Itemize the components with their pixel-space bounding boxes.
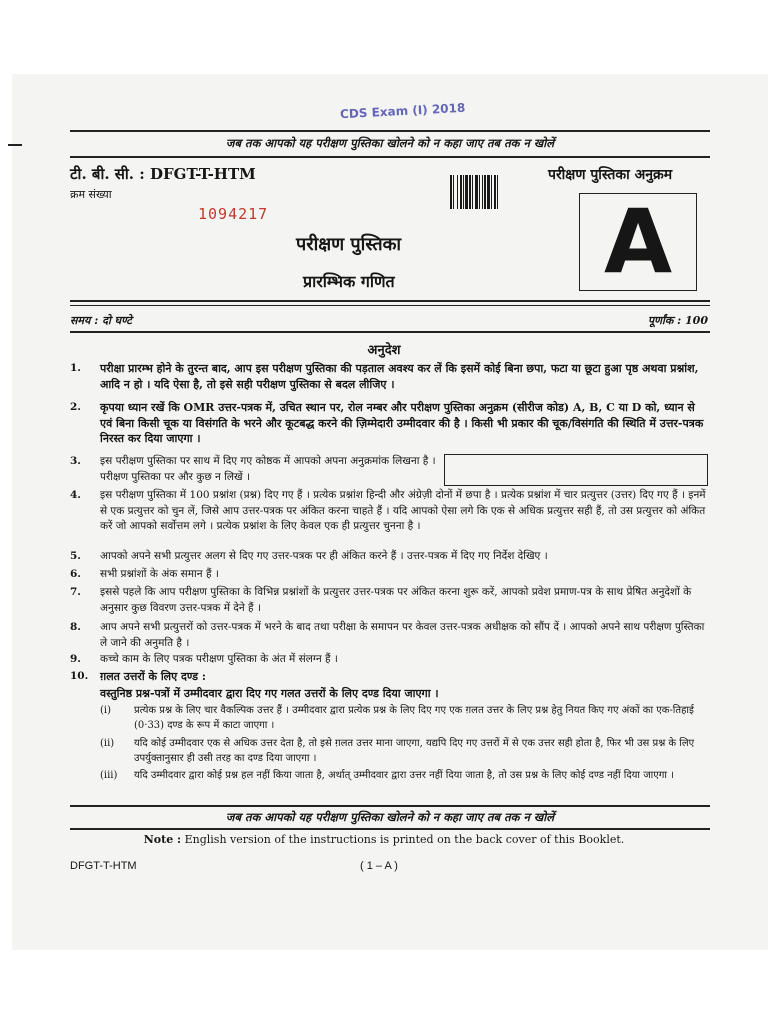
instruction-item bbox=[70, 400, 710, 447]
instruction-number: 2. bbox=[70, 401, 81, 413]
instruction-text: आप अपने सभी प्रत्युत्तरों को उत्तर-पत्रक में भरने के बाद तथा परीक्षा के समापन पर केवल उत्तर-पत्रक अधीक्षक को सौंप दें । आपको अपने साथ परीक्षण पुस्तिका ले जाने की अनुमति है । bbox=[100, 621, 705, 649]
banner-rule bbox=[70, 156, 710, 158]
note-text: English version of the instructions is printed on the back cover of this Booklet. bbox=[184, 833, 625, 846]
maximum-marks: पूर्णांक : 100 bbox=[647, 314, 708, 327]
english-note bbox=[0, 833, 768, 846]
bottom-rule-2 bbox=[70, 828, 710, 830]
sequence-number-label: क्रम संख्या bbox=[70, 188, 112, 201]
exam-stamp: CDS Exam (I) 2018 bbox=[339, 100, 466, 122]
instruction-text: कच्चे काम के लिए पत्रक परीक्षण पुस्तिका के अंत में संलग्न हैं । bbox=[100, 653, 338, 665]
instruction-text: आपको अपने सभी प्रत्युत्तर अलग से दिए गए उत्तर-पत्रक पर ही अंकित करने हैं । उत्तर-पत्रक में दिए गए निर्देश देखिए । bbox=[100, 550, 548, 562]
penalty-number: (iii) bbox=[100, 770, 118, 781]
instruction-number: 7. bbox=[70, 586, 81, 598]
instruction-item bbox=[70, 620, 710, 651]
penalty-text: प्रत्येक प्रश्न के लिए चार वैकल्पिक उत्तर हैं । उम्मीदवार द्वारा प्रत्येक प्रश्न के लिए दिए गए एक ग़लत उत्तर के लिए प्रश्न हेतु नियत किए गए अंकों का एक-तिहाई (0·33) दण्ड के रूप में काटा जाएगा । bbox=[134, 705, 694, 731]
header-rule-1 bbox=[70, 300, 710, 302]
series-label: परीक्षण पुस्तिका अनुक्रम bbox=[548, 167, 673, 183]
penalty-item bbox=[100, 704, 710, 733]
instruction-number: 10. bbox=[70, 670, 89, 682]
instruction-text: इससे पहले कि आप परीक्षण पुस्तिका के विभिन्न प्रश्नांशों के प्रत्युत्तर उत्तर-पत्रक पर अंकित करना शुरू करें, आपको प्रवेश प्रमाण-पत्र के साथ प्रेषित अनुदेशों के अनुसार कुछ विवरण उत्तर-पत्रक में देने हैं । bbox=[100, 586, 692, 614]
footer-code: DFGT-T-HTM bbox=[70, 860, 137, 872]
penalty-text: यदि कोई उम्मीदवार एक से अधिक उत्तर देता है, तो इसे ग़लत उत्तर माना जाएगा, यद्यपि दिए गए उत्तरों में से एक उत्तर सही होता है, फिर भी उस प्रश्न के लिए उपर्युक्तानुसार ही उसी तरह का दण्ड दिया जाएगा । bbox=[134, 738, 695, 764]
do-not-open-banner-top: जब तक आपको यह परीक्षण पुस्तिका खोलने को न कहा जाए तब तक न खोलें bbox=[225, 136, 555, 150]
instruction-number: 4. bbox=[70, 489, 81, 501]
instruction-text: सभी प्रश्नांशों के अंक समान हैं । bbox=[100, 568, 219, 580]
penalty-item bbox=[100, 737, 710, 766]
top-rule bbox=[70, 130, 710, 132]
instruction-item bbox=[70, 549, 710, 565]
series-letter: A bbox=[603, 190, 673, 293]
instruction-item bbox=[70, 652, 710, 668]
series-letter-box bbox=[579, 190, 697, 293]
roll-number-box[interactable] bbox=[444, 454, 708, 486]
instruction-text: इस परीक्षण पुस्तिका पर साथ में दिए गए कोष्ठक में आपको अपना अनुक्रमांक लिखना है । परीक्षण पुस्तिका पर और कुछ न लिखें । bbox=[100, 455, 436, 483]
instruction-item bbox=[70, 567, 710, 583]
instruction-text: परीक्षा प्रारम्भ होने के तुरन्त बाद, आप इस परीक्षण पुस्तिका की पड़ताल अवश्य कर लें कि इसमें कोई बिना छपा, फटा या छूटा हुआ पृष्ठ अथवा प्रश्नांश, आदि न हो । यदि ऐसा है, तो इसे सही परीक्षण पुस्तिका से बदल लीजिए । bbox=[100, 362, 699, 391]
time-allowed: समय : दो घण्टे bbox=[70, 314, 132, 327]
instruction-number: 1. bbox=[70, 362, 81, 374]
do-not-open-banner-bottom: जब तक आपको यह परीक्षण पुस्तिका खोलने को न कहा जाए तब तक न खोलें bbox=[225, 810, 555, 824]
tbc-code: टी. बी. सी. : DFGT-T-HTM bbox=[70, 165, 256, 183]
penalty-heading-text: वस्तुनिष्ठ प्रश्न-पत्रों में उम्मीदवार द्वारा दिए गए गलत उत्तरों के लिए दण्ड दिया जाएगा । bbox=[100, 687, 439, 700]
penalty-item bbox=[100, 769, 710, 784]
instruction-number: 9. bbox=[70, 653, 81, 665]
scan-edge-mark bbox=[8, 144, 22, 146]
subject-title: प्रारम्भिक गणित bbox=[303, 272, 395, 291]
instruction-item bbox=[70, 669, 710, 685]
penalty-number: (ii) bbox=[100, 738, 115, 749]
barcode bbox=[450, 175, 524, 209]
instruction-item bbox=[70, 488, 710, 535]
instruction-text: इस परीक्षण पुस्तिका में 100 प्रश्नांश (प्रश्न) दिए गए हैं । प्रत्येक प्रश्नांश हिन्दी और अंग्रेज़ी दोनों में छपा है । प्रत्येक प्रश्नांश में चार प्रत्युत्तर (उत्तर) दिए गए हैं । इनमें से एक प्रत्युत्तर को चुन लें, जिसे आप उत्तर-पत्रक पर अंकित करना चाहते हैं । यदि आपको ऐसा लगे कि एक से अधिक प्रत्युत्तर सही हैं, तो उस प्रत्युत्तर को अंकित करें जो आपको सर्वोत्तम लगे । प्रत्येक प्रश्नांश के लिए केवल एक ही प्रत्युत्तर चुनना है । bbox=[100, 489, 706, 532]
instruction-text: कृपया ध्यान रखें कि OMR उत्तर-पत्रक में, उचित स्थान पर, रोल नम्बर और परीक्षण पुस्तिका अनुक्रम (सीरीज कोड) A, B, C या D को, ध्यान से एवं बिना किसी चूक या विसंगति के भरने और कूटबद्ध करने की ज़िम्मेदारी उम्मीदवार की है । किसी भी प्रकार की चूक/विसंगति की स्थिति में उत्तर-पत्रक निरस्त कर दिया जाएगा । bbox=[100, 401, 704, 445]
instructions-heading: अनुदेश bbox=[367, 343, 401, 358]
instruction-item bbox=[70, 361, 710, 392]
penalty-number: (i) bbox=[100, 705, 112, 716]
instruction-item bbox=[70, 585, 710, 616]
instruction-number: 3. bbox=[70, 455, 81, 467]
instruction-number: 5. bbox=[70, 550, 81, 562]
time-rule bbox=[70, 331, 710, 333]
header-rule-2 bbox=[70, 305, 710, 306]
booklet-title: परीक्षण पुस्तिका bbox=[296, 234, 402, 255]
instruction-number: 8. bbox=[70, 621, 81, 633]
instruction-item bbox=[70, 454, 440, 485]
instruction-number: 6. bbox=[70, 568, 81, 580]
bottom-rule-1 bbox=[70, 805, 710, 807]
note-label: Note : bbox=[143, 833, 182, 846]
footer-page-number: ( 1 – A ) bbox=[360, 860, 398, 872]
serial-number: 1094217 bbox=[198, 205, 269, 223]
penalty-heading bbox=[70, 686, 710, 702]
instruction-text: ग़लत उत्तरों के लिए दण्ड : bbox=[100, 670, 206, 683]
penalty-text: यदि उम्मीदवार द्वारा कोई प्रश्न हल नहीं किया जाता है, अर्थात् उम्मीदवार द्वारा उत्तर नहीं दिया जाता है, तो उस प्रश्न के लिए कोई दण्ड नहीं दिया जाएगा । bbox=[134, 770, 674, 781]
